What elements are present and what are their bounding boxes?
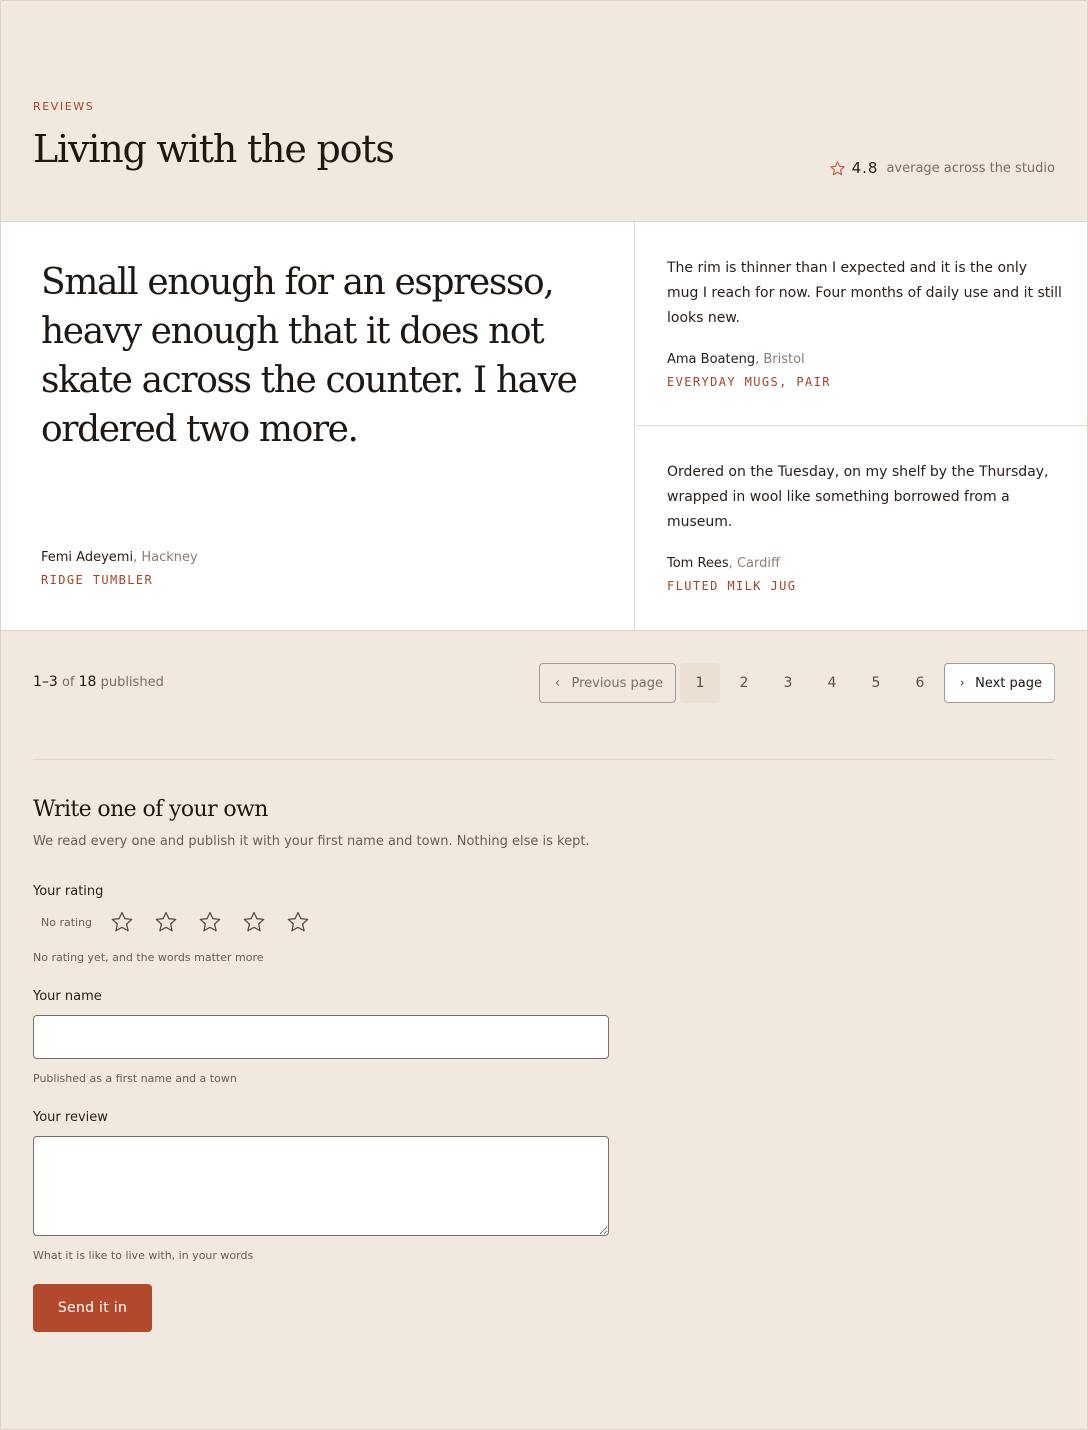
- results-suffix: published: [96, 675, 164, 690]
- section-divider: [33, 759, 1055, 760]
- reviewer-town: , Hackney: [133, 550, 198, 565]
- review-form: [33, 797, 610, 1316]
- review-card: [636, 426, 1087, 630]
- form-intro: We read every one and publish it with your first name and town. Nothing else is kept.: [33, 834, 590, 849]
- previous-page-button[interactable]: [539, 663, 676, 703]
- rating-label: Your rating: [33, 884, 104, 899]
- reviewed-product: EVERYDAY MUGS, PAIR: [667, 375, 831, 389]
- page-5-button[interactable]: 5: [871, 675, 881, 691]
- reviewer-byline: [667, 352, 831, 367]
- reviews-header: [33, 1, 1055, 221]
- review-meta: [667, 352, 831, 389]
- chevron-right-icon: [959, 678, 965, 688]
- page-2-button[interactable]: 2: [739, 675, 749, 691]
- rating-none-label: No rating: [41, 915, 93, 929]
- section-eyebrow: REVIEWS: [33, 100, 95, 113]
- rating-star-4[interactable]: [242, 907, 286, 937]
- featured-review: [1, 222, 635, 630]
- star-outline-icon: [110, 910, 134, 934]
- previous-page-label: Previous page: [571, 675, 663, 691]
- reviewer-town: , Bristol: [755, 352, 805, 367]
- reviewer-byline: [667, 556, 796, 571]
- results-of: of: [57, 675, 79, 690]
- reviewer-name: Femi Adeyemi: [41, 550, 134, 565]
- name-input[interactable]: [33, 1015, 609, 1059]
- rating-star-1[interactable]: [110, 907, 154, 937]
- reviewed-product: FLUTED MILK JUG: [667, 579, 797, 593]
- pagination: [539, 663, 1055, 703]
- featured-review-meta: [41, 550, 198, 587]
- page-1-button[interactable]: 1: [680, 663, 720, 703]
- rating-star-2[interactable]: [154, 907, 198, 937]
- results-range: 1–3: [33, 674, 58, 690]
- rating-input: [33, 907, 330, 937]
- review-body: Ordered on the Tuesday, on my shelf by the Thursday, wrapped in wool like something borrowed from a museum.: [667, 464, 1049, 530]
- review-card: [636, 222, 1087, 426]
- rating-hint: No rating yet, and the words matter more: [33, 951, 264, 964]
- page-6-button[interactable]: 6: [915, 675, 925, 691]
- star-outline-icon: [286, 910, 310, 934]
- pagination-row: [33, 663, 1055, 703]
- rating-star-3[interactable]: [198, 907, 242, 937]
- featured-review-quote: Small enough for an espresso, heavy enough that it does not skate across the counter. I have ordered two more.: [41, 262, 577, 450]
- page-3-button[interactable]: 3: [783, 675, 793, 691]
- next-page-button[interactable]: [944, 663, 1055, 703]
- name-hint: Published as a first name and a town: [33, 1072, 237, 1085]
- results-total: 18: [78, 674, 97, 690]
- name-label: Your name: [33, 989, 102, 1004]
- submit-review-button[interactable]: Send it in: [33, 1284, 152, 1332]
- rating-star-5[interactable]: [286, 907, 330, 937]
- star-outline-icon: [154, 910, 178, 934]
- review-body: The rim is thinner than I expected and it is the only mug I reach for now. Four months of daily use and it still looks new.: [667, 260, 1062, 326]
- reviewer-name: Tom Rees: [667, 556, 729, 571]
- review-hint: What it is like to live with, in your words: [33, 1249, 254, 1262]
- form-title: Write one of your own: [33, 797, 268, 822]
- page-title: Living with the pots: [33, 127, 394, 171]
- results-count: [33, 674, 164, 690]
- reviewed-product: RIDGE TUMBLER: [41, 573, 154, 587]
- review-meta: [667, 556, 796, 593]
- average-rating-label: average across the studio: [886, 160, 1055, 176]
- review-label: Your review: [33, 1110, 108, 1125]
- chevron-left-icon: [554, 678, 561, 688]
- average-rating-value: 4.8: [851, 159, 879, 177]
- review-textarea[interactable]: [33, 1136, 609, 1236]
- average-rating: [829, 159, 1055, 177]
- review-grid: [1, 221, 1087, 631]
- reviewer-town: , Cardiff: [728, 556, 780, 571]
- next-page-label: Next page: [975, 675, 1042, 691]
- reviewer-name: Ama Boateng: [667, 352, 756, 367]
- star-outline-icon: [829, 160, 846, 177]
- star-outline-icon: [242, 910, 266, 934]
- page-4-button[interactable]: 4: [827, 675, 837, 691]
- reviewer-byline: [41, 550, 198, 565]
- star-outline-icon: [198, 910, 222, 934]
